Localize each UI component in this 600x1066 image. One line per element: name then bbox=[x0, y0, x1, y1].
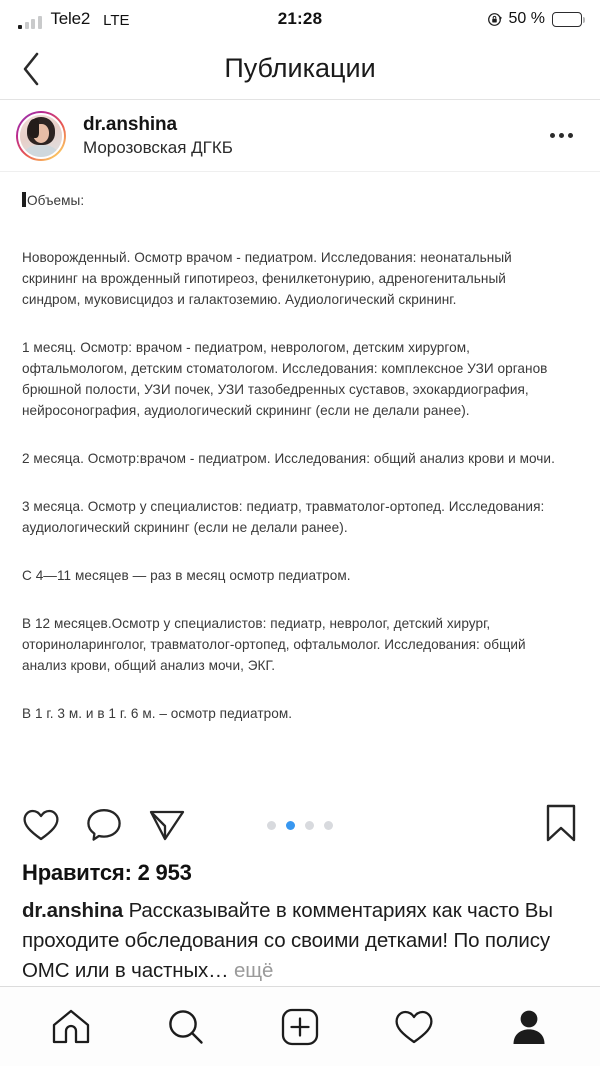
slide-paragraph: 2 месяца. Осмотр:врачом - педиатром. Исследования: общий анализ крови и мочи. bbox=[22, 451, 555, 466]
save-post-button[interactable] bbox=[544, 803, 578, 848]
carrier-label: Tele2 bbox=[50, 9, 91, 28]
battery-percentage-label: 50 % bbox=[508, 10, 545, 27]
post-author-block bbox=[83, 114, 233, 158]
search-icon bbox=[166, 1007, 206, 1047]
post-username[interactable]: dr.anshina bbox=[83, 113, 178, 135]
status-bar-right bbox=[487, 10, 582, 28]
bottom-tab-bar bbox=[0, 986, 600, 1066]
post-media-slide[interactable] bbox=[0, 172, 600, 792]
post-caption bbox=[0, 886, 600, 986]
carousel-dot[interactable] bbox=[324, 821, 333, 830]
carousel-dot[interactable] bbox=[267, 821, 276, 830]
post-action-bar bbox=[0, 792, 600, 858]
slide-paragraph: В 1 г. 3 м. и в 1 г. 6 м. – осмотр педиатром. bbox=[22, 706, 293, 721]
rotation-lock-icon bbox=[487, 12, 502, 27]
battery-icon bbox=[552, 12, 582, 27]
more-options-icon[interactable] bbox=[540, 115, 582, 157]
tab-add-post[interactable] bbox=[261, 998, 339, 1056]
caption-author[interactable]: dr.anshina bbox=[22, 899, 124, 922]
bookmark-icon bbox=[544, 830, 578, 847]
post-header bbox=[0, 100, 600, 172]
activity-heart-icon bbox=[393, 1008, 435, 1046]
caption-more-link[interactable]: ещё bbox=[228, 959, 274, 982]
signal-bars-icon bbox=[18, 16, 42, 29]
avatar-image bbox=[18, 113, 64, 159]
page-title: Публикации bbox=[224, 53, 376, 83]
status-bar bbox=[0, 0, 600, 38]
home-icon bbox=[50, 1007, 92, 1047]
slide-paragraph bbox=[22, 190, 562, 211]
slide-paragraph: Новорожденный. Осмотр врачом - педиатром. Исследования: неонатальный скрининг на врожденный гипотиреоз, фенилкетонурию, адреногенитальный синдром, муковисцидоз и галактоземию. Аудиологический скрининг. bbox=[22, 250, 512, 307]
slide-paragraph: 1 месяц. Осмотр: врачом - педиатром, неврологом, детским хирургом, офтальмологом, детским стоматологом. Исследования: комплексное УЗИ органов брюшной полости, УЗИ почек, УЗИ тазобедренных суставов, эхокардиография, нейросонография, аудиологический скрининг (если не делали ранее). bbox=[22, 340, 548, 418]
slide-paragraph: С 4—11 месяцев — раз в месяц осмотр педиатром. bbox=[22, 568, 351, 583]
status-bar-left bbox=[18, 9, 130, 29]
comment-bubble-icon[interactable] bbox=[86, 808, 122, 842]
clock-label: 21:28 bbox=[277, 9, 323, 28]
tab-home[interactable] bbox=[32, 998, 110, 1056]
share-paper-plane-icon[interactable] bbox=[148, 808, 186, 842]
carousel-dot[interactable] bbox=[305, 821, 314, 830]
likes-count[interactable]: Нравится: 2 953 bbox=[22, 860, 192, 885]
network-type-label: LTE bbox=[103, 12, 130, 29]
chevron-left-icon bbox=[20, 51, 42, 87]
avatar[interactable] bbox=[16, 111, 66, 161]
tab-profile[interactable] bbox=[490, 998, 568, 1056]
slide-paragraph-text: Объемы: bbox=[27, 193, 85, 208]
tab-activity[interactable] bbox=[375, 998, 453, 1056]
post-action-buttons bbox=[22, 808, 186, 842]
caption-text: Рассказывайте в комментариях как часто Вы проходите обследования со своими детками! По полису ОМС или в частных… bbox=[22, 899, 553, 982]
slide-paragraph: 3 месяца. Осмотр у специалистов: педиатр, травматолог-ортопед. Исследования: аудиологический скрининг (если не делали ранее). bbox=[22, 499, 545, 535]
add-post-icon bbox=[280, 1007, 320, 1047]
navigation-bar bbox=[0, 38, 600, 100]
back-button[interactable] bbox=[0, 38, 62, 100]
heart-icon[interactable] bbox=[22, 808, 60, 842]
carousel-dot-active[interactable] bbox=[286, 821, 295, 830]
text-caret-icon bbox=[22, 192, 26, 207]
profile-icon bbox=[509, 1007, 549, 1047]
post-location[interactable]: Морозовская ДГКБ bbox=[83, 137, 233, 157]
tab-search[interactable] bbox=[147, 998, 225, 1056]
slide-paragraph: В 12 месяцев.Осмотр у специалистов: педиатр, невролог, детский хирург, оториноларинголог, травматолог-ортопед, офтальмолог. Исследования: общий анализ крови, общий анализ мочи, ЭКГ. bbox=[22, 616, 526, 673]
